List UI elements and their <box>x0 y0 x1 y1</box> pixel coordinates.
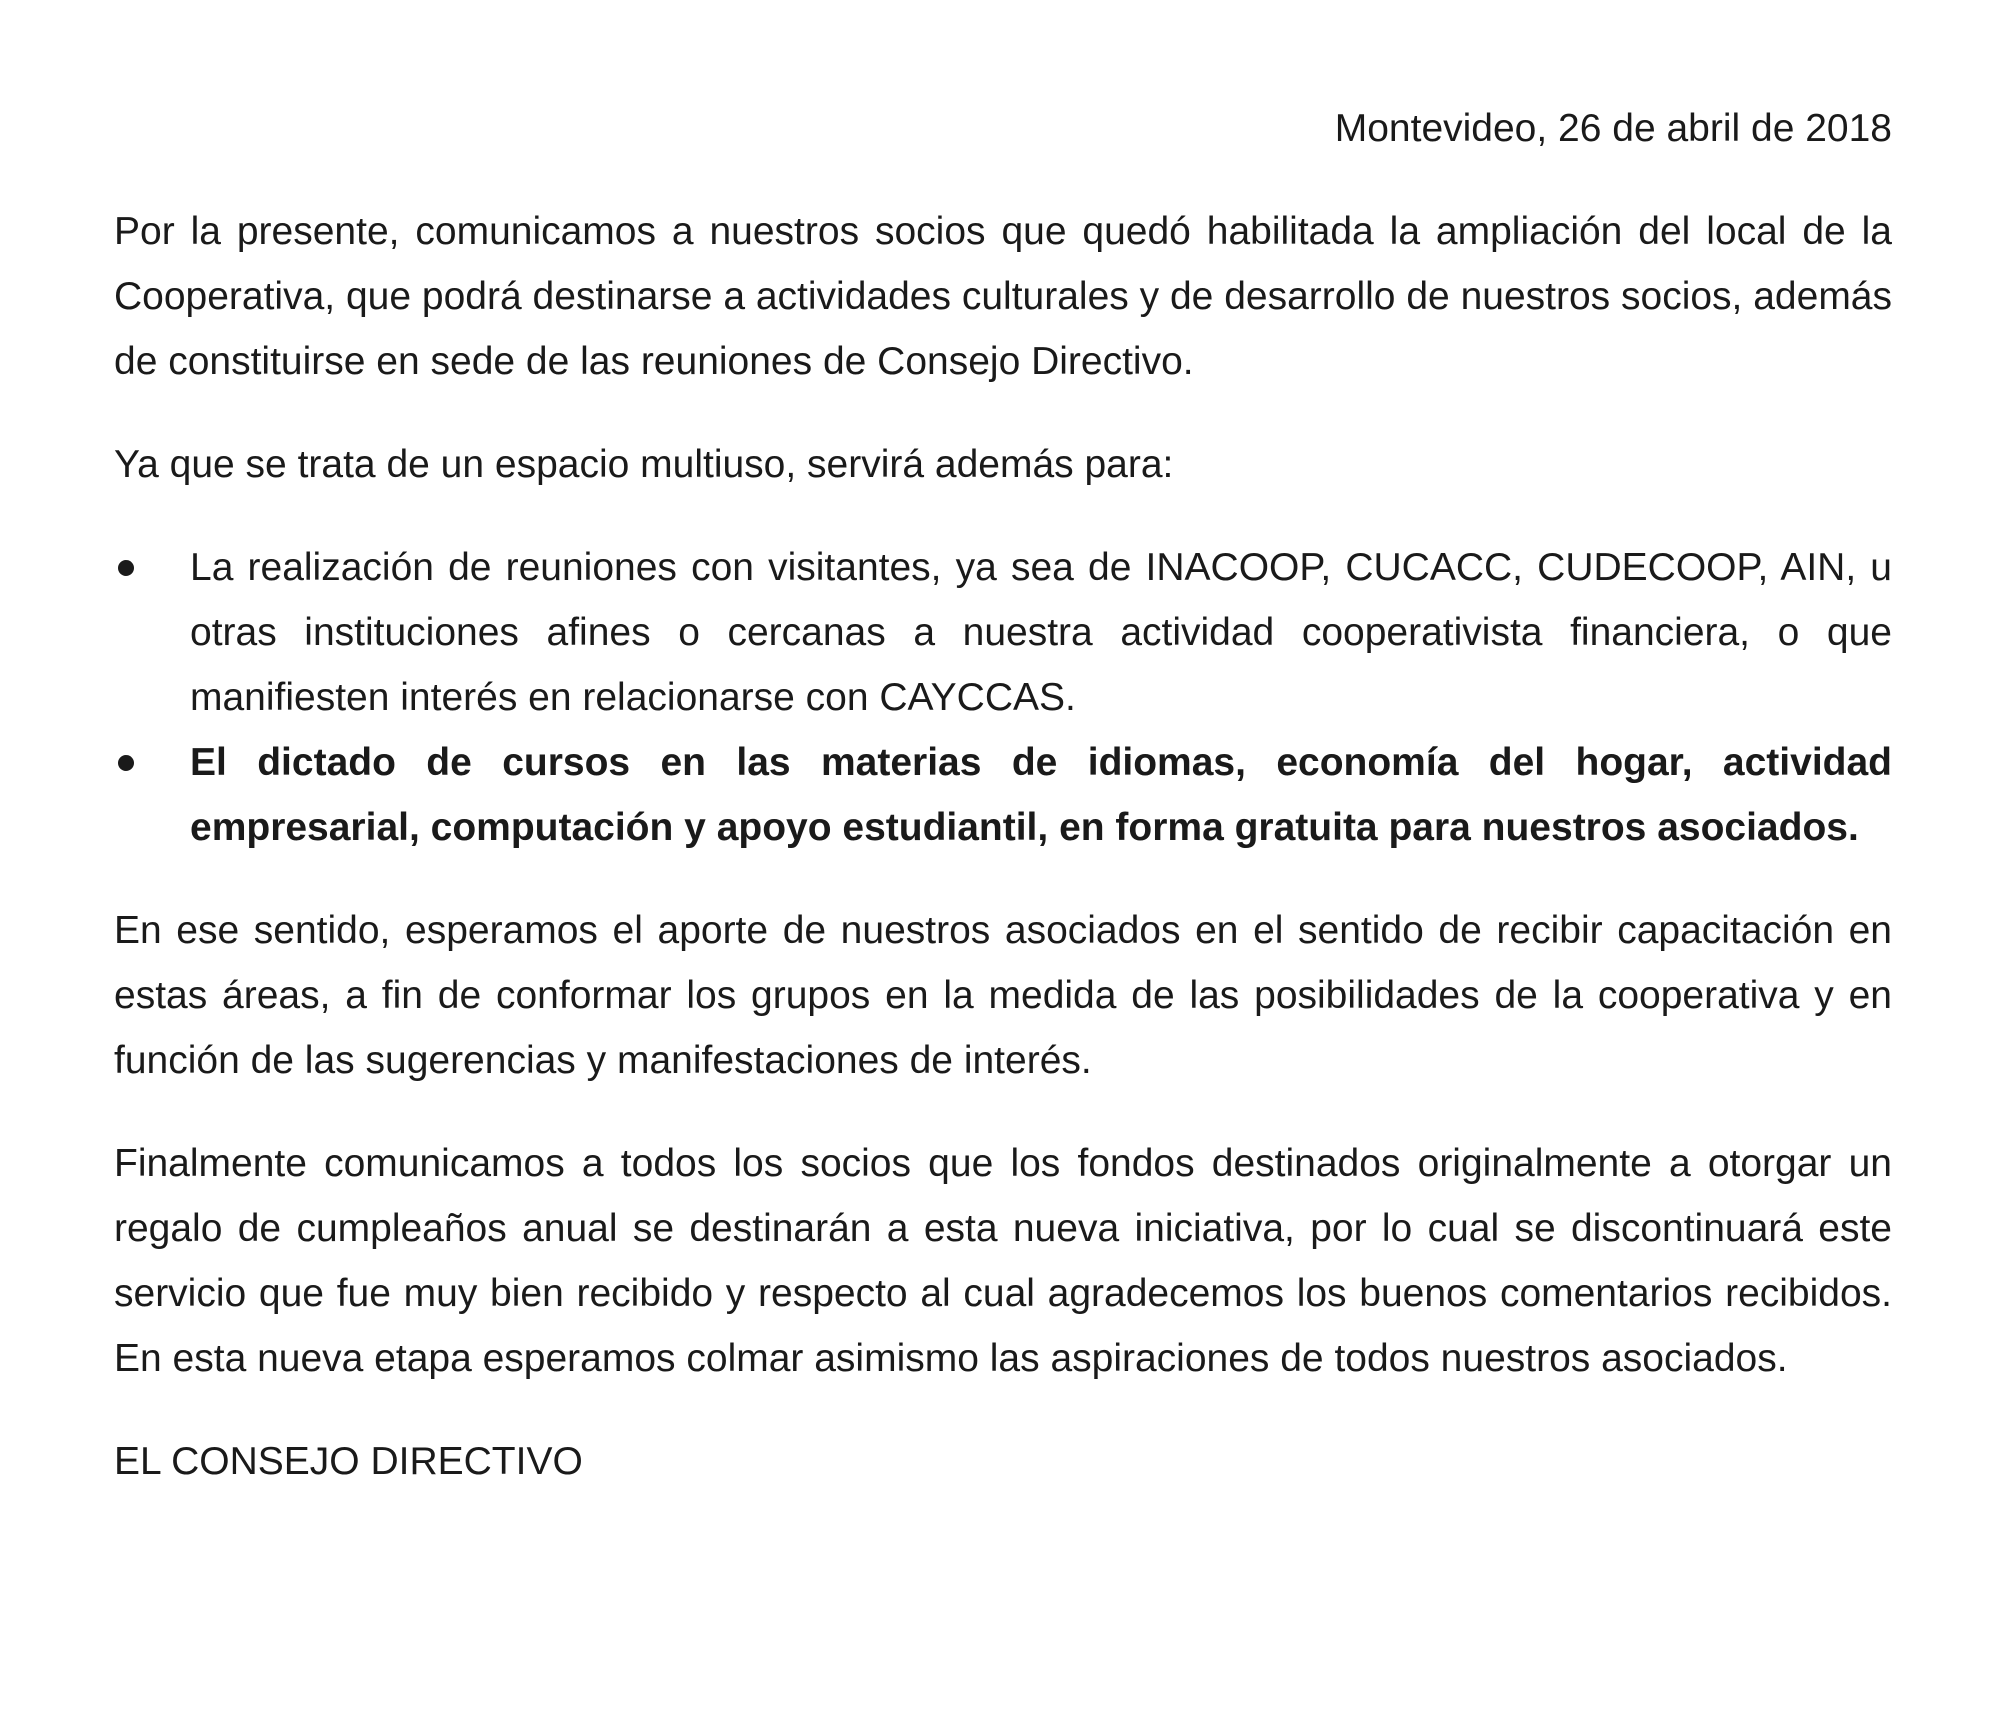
signature: EL CONSEJO DIRECTIVO <box>114 1440 583 1483</box>
bullet-text: El dictado de cursos en las materias de idiomas, economía del hogar, actividad empresarial, computación y apoyo estudiantil, en forma gratuita para nuestros asociados. <box>190 741 1892 849</box>
paragraph-training: En ese sentido, esperamos el aporte de nuestros asociados en el sentido de recibir capacitación en estas áreas, a fin de conformar los grupos en la medida de las posibilidades de la cooperativa y en función de las sugerencias y manifestaciones de interés. <box>114 909 1892 1082</box>
paragraph-multiuse-intro: Ya que se trata de un espacio multiuso, servirá además para: <box>114 443 1174 486</box>
bullet-text: La realización de reuniones con visitantes, ya sea de INACOOP, CUCACC, CUDECOOP, AIN, u otras instituciones afines o cercanas a nuestra actividad cooperativista financiera, o que manifiesten interés en relacionarse con CAYCCAS. <box>190 546 1892 719</box>
bullet-item-courses <box>114 730 1892 860</box>
bullet-dot-icon <box>118 560 134 576</box>
uses-bullet-list <box>114 535 1892 860</box>
paragraph-announcement: Por la presente, comunicamos a nuestros socios que quedó habilitada la ampliación del local de la Cooperativa, que podrá destinarse a actividades culturales y de desarrollo de nuestros socios, además de constituirse en sede de las reuniones de Consejo Directivo. <box>114 210 1892 383</box>
bullet-item-meetings <box>114 535 1892 730</box>
bullet-dot-icon <box>118 755 134 771</box>
paragraph-birthday-gift: Finalmente comunicamos a todos los socios que los fondos destinados originalmente a otorgar un regalo de cumpleaños anual se destinarán a esta nueva iniciativa, por lo cual se discontinuará este servicio que fue muy bien recibido y respecto al cual agradecemos los buenos comentarios recibidos. En esta nueva etapa esperamos colmar asimismo las aspiraciones de todos nuestros asociados. <box>114 1142 1892 1380</box>
date-line: Montevideo, 26 de abril de 2018 <box>1334 107 1892 150</box>
letter-page <box>114 96 1892 1494</box>
